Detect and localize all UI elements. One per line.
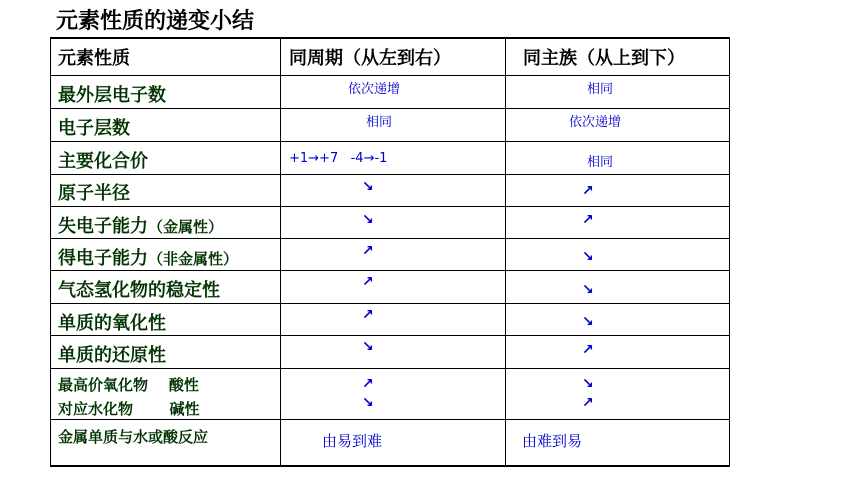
down-right-arrow-icon: ↘: [582, 376, 594, 392]
down-right-arrow-icon: ↘: [362, 212, 374, 228]
table-row: [51, 336, 729, 369]
group-value: 依次递增: [569, 115, 622, 130]
group-value: 相同: [587, 155, 614, 170]
down-right-arrow-icon: ↘: [362, 179, 374, 195]
table-row: [51, 142, 729, 175]
header-row: [51, 39, 729, 76]
down-right-arrow-icon: ↘: [582, 282, 594, 298]
up-right-arrow-icon: ↗: [582, 212, 594, 228]
row-label: 金属单质与水或酸反应: [58, 428, 209, 446]
row-label-line2: 对应水化物 碱性: [58, 400, 200, 418]
table-row: [51, 109, 729, 142]
row-label: 电子层数: [58, 118, 130, 139]
table-row: [51, 207, 729, 239]
row-label-line1: 最高价氧化物 酸性: [58, 376, 199, 394]
row-label: 单质的还原性: [58, 345, 166, 366]
period-value: 相同: [366, 115, 393, 130]
row-label: 失电子能力（金属性）: [58, 216, 224, 237]
down-right-arrow-icon: ↘: [582, 249, 594, 265]
up-right-arrow-icon: ↗: [582, 342, 594, 358]
properties-table: [50, 37, 730, 467]
down-right-arrow-icon: ↘: [362, 395, 374, 411]
page-title: 元素性质的递变小结: [56, 9, 255, 34]
up-right-arrow-icon: ↗: [582, 395, 594, 411]
header-same-group: 同主族（从上到下）: [523, 48, 685, 69]
period-value: 依次递增: [348, 82, 401, 97]
group-value: 相同: [587, 82, 614, 97]
period-value: 由易到难: [322, 432, 383, 450]
table-row: [51, 239, 729, 271]
row-label: 原子半径: [58, 183, 130, 204]
down-right-arrow-icon: ↘: [362, 339, 374, 355]
table-row: [51, 76, 729, 109]
table-row: [51, 271, 729, 304]
row-label: 单质的氧化性: [58, 313, 166, 334]
row-label-suffix: （金属性）: [148, 218, 224, 236]
up-right-arrow-icon: ↗: [362, 274, 374, 290]
header-property: 元素性质: [58, 48, 130, 69]
row-label-suffix: （非金属性）: [148, 250, 239, 268]
table-row: [51, 175, 729, 207]
period-value: +1→+7 -4→-1: [289, 151, 388, 166]
up-right-arrow-icon: ↗: [362, 307, 374, 323]
table-row: [51, 304, 729, 336]
up-right-arrow-icon: ↗: [362, 376, 374, 392]
up-right-arrow-icon: ↗: [362, 243, 374, 259]
down-right-arrow-icon: ↘: [582, 314, 594, 330]
header-same-period: 同周期（从左到右）: [289, 48, 451, 69]
row-label: 主要化合价: [58, 151, 148, 172]
row-label: 最外层电子数: [58, 85, 166, 106]
group-value: 由难到易: [522, 432, 583, 450]
table-row: [51, 369, 729, 420]
table-row: [51, 420, 729, 467]
up-right-arrow-icon: ↗: [582, 183, 594, 199]
row-label: 气态氢化物的稳定性: [58, 280, 220, 301]
row-label: 得电子能力（非金属性）: [58, 248, 239, 269]
